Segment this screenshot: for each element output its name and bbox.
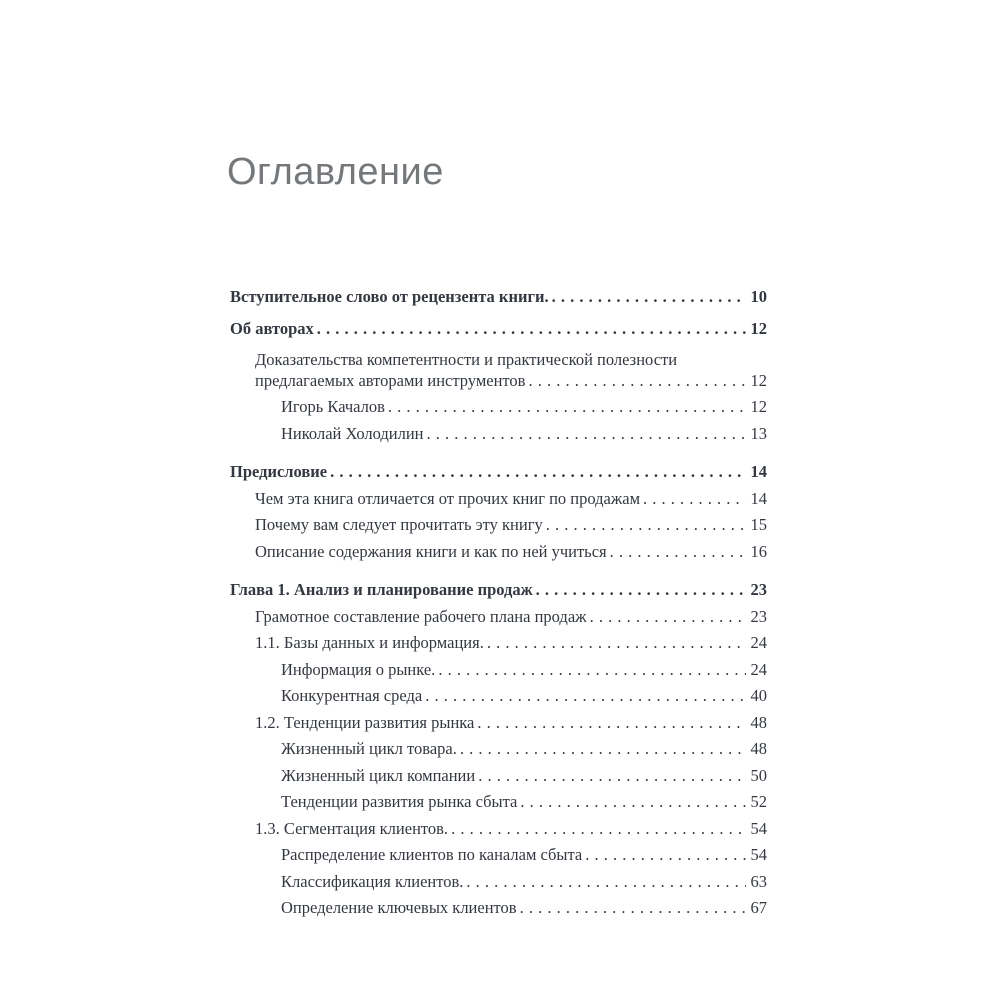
toc-entry-label: Игорь Качалов [281, 397, 385, 416]
toc-entry [230, 421, 767, 448]
dot-leader [607, 539, 746, 566]
toc-entry-label: Доказательства компетентности и практической полезности [255, 350, 678, 369]
toc-entry [230, 869, 767, 896]
toc-entry-label: Чем эта книга отличается от прочих книг по продажам [255, 488, 641, 508]
toc-entry-page: 48 [750, 739, 767, 758]
toc-entry [230, 657, 767, 684]
dot-leader [385, 394, 746, 421]
toc-entry-page: 52 [750, 792, 767, 811]
toc-entry [230, 710, 767, 737]
dot-leader [424, 421, 746, 448]
dot-leader [582, 842, 745, 869]
toc-entry-page: 12 [750, 370, 767, 390]
toc-entry-label: Информация о рынке. [281, 659, 436, 679]
toc-entry [230, 394, 767, 421]
toc-entry-page: 13 [750, 423, 767, 443]
dot-leader [517, 895, 746, 922]
toc-entry-page: 23 [750, 580, 767, 599]
toc-entry-label: Николай Холодилин [281, 423, 424, 443]
toc-entry-page: 12 [750, 397, 767, 416]
toc-entry [230, 630, 767, 657]
toc-entry-page: 24 [750, 659, 767, 679]
toc-entry-page: 10 [750, 287, 767, 306]
dot-leader [640, 486, 745, 513]
toc-entry-page: 48 [750, 712, 767, 732]
dot-leader [484, 630, 746, 657]
toc-entry-label: Грамотное составление рабочего плана продаж [255, 606, 587, 626]
toc-entry [230, 577, 767, 604]
toc-entry-label: Конкурентная среда [281, 686, 423, 705]
dot-leader [422, 683, 745, 710]
toc-entry-label: Описание содержания книги и как по ней учиться [255, 541, 607, 561]
toc-entry [230, 816, 767, 843]
toc-entry-page: 12 [750, 318, 767, 338]
toc-entry-label: Жизненный цикл товара. [281, 739, 457, 758]
dot-leader [474, 710, 745, 737]
toc-entry-label: Об авторах [230, 318, 314, 338]
toc-entry-page: 40 [750, 686, 767, 705]
toc-entry [230, 789, 767, 816]
dot-leader [533, 577, 746, 604]
dot-leader [327, 459, 745, 486]
dot-leader [314, 316, 746, 343]
toc-entry-page: 54 [750, 845, 767, 864]
toc-entry-label: Определение ключевых клиентов [281, 898, 517, 917]
toc-list [230, 284, 767, 922]
toc-entry [230, 895, 767, 922]
dot-leader [543, 512, 746, 539]
toc-entry [230, 763, 767, 790]
toc-entry-label: 1.1. Базы данных и информация. [255, 633, 484, 652]
toc-entry-label: Распределение клиентов по каналам сбыта [281, 845, 583, 864]
toc-entry-label: предлагаемых авторами инструментов [255, 370, 526, 390]
toc-entry-page: 54 [750, 818, 767, 838]
toc-entry-page: 23 [750, 606, 767, 626]
toc-entry-page: 24 [750, 633, 767, 652]
toc-entry [230, 486, 767, 513]
toc-entry-label: 1.2. Тенденции развития рынка [255, 712, 475, 732]
toc-entry-label: 1.3. Сегментация клиентов. [255, 818, 449, 838]
toc-entry-page: 67 [750, 898, 767, 917]
toc-entry [230, 368, 767, 395]
dot-leader [587, 604, 746, 631]
toc-entry [230, 512, 767, 539]
dot-leader [435, 657, 745, 684]
toc-entry [230, 459, 767, 486]
toc-entry [230, 842, 767, 869]
dot-leader [549, 284, 746, 311]
toc-entry [230, 736, 767, 763]
toc-entry-label: Глава 1. Анализ и планирование продаж [230, 580, 533, 599]
toc-entry-label: Почему вам следует прочитать эту книгу [255, 515, 543, 534]
toc-entry-page: 16 [750, 541, 767, 561]
dot-leader [448, 816, 745, 843]
toc-entry-label: Жизненный цикл компании [281, 765, 476, 785]
dot-leader [525, 368, 745, 395]
toc-entry-label: Предисловие [230, 462, 328, 481]
toc-entry-page: 14 [750, 488, 767, 508]
toc-entry [230, 539, 767, 566]
toc-entry-page: 50 [750, 765, 767, 785]
dot-leader [463, 869, 745, 896]
toc-entry [230, 683, 767, 710]
toc-entry-label: Тенденции развития рынка сбыта [281, 792, 518, 811]
toc-entry [230, 604, 767, 631]
dot-leader [475, 763, 745, 790]
dot-leader [457, 736, 746, 763]
toc-entry-label: Вступительное слово от рецензента книги. [230, 287, 549, 306]
dot-leader [517, 789, 745, 816]
toc-entry [230, 316, 767, 343]
toc-entry [230, 284, 767, 311]
page-title: Оглавление [227, 151, 444, 194]
toc-entry-page: 15 [750, 515, 767, 534]
toc-entry-label: Классификация клиентов. [281, 871, 464, 891]
toc-entry-page: 14 [750, 462, 767, 481]
toc-entry-page: 63 [750, 871, 767, 891]
